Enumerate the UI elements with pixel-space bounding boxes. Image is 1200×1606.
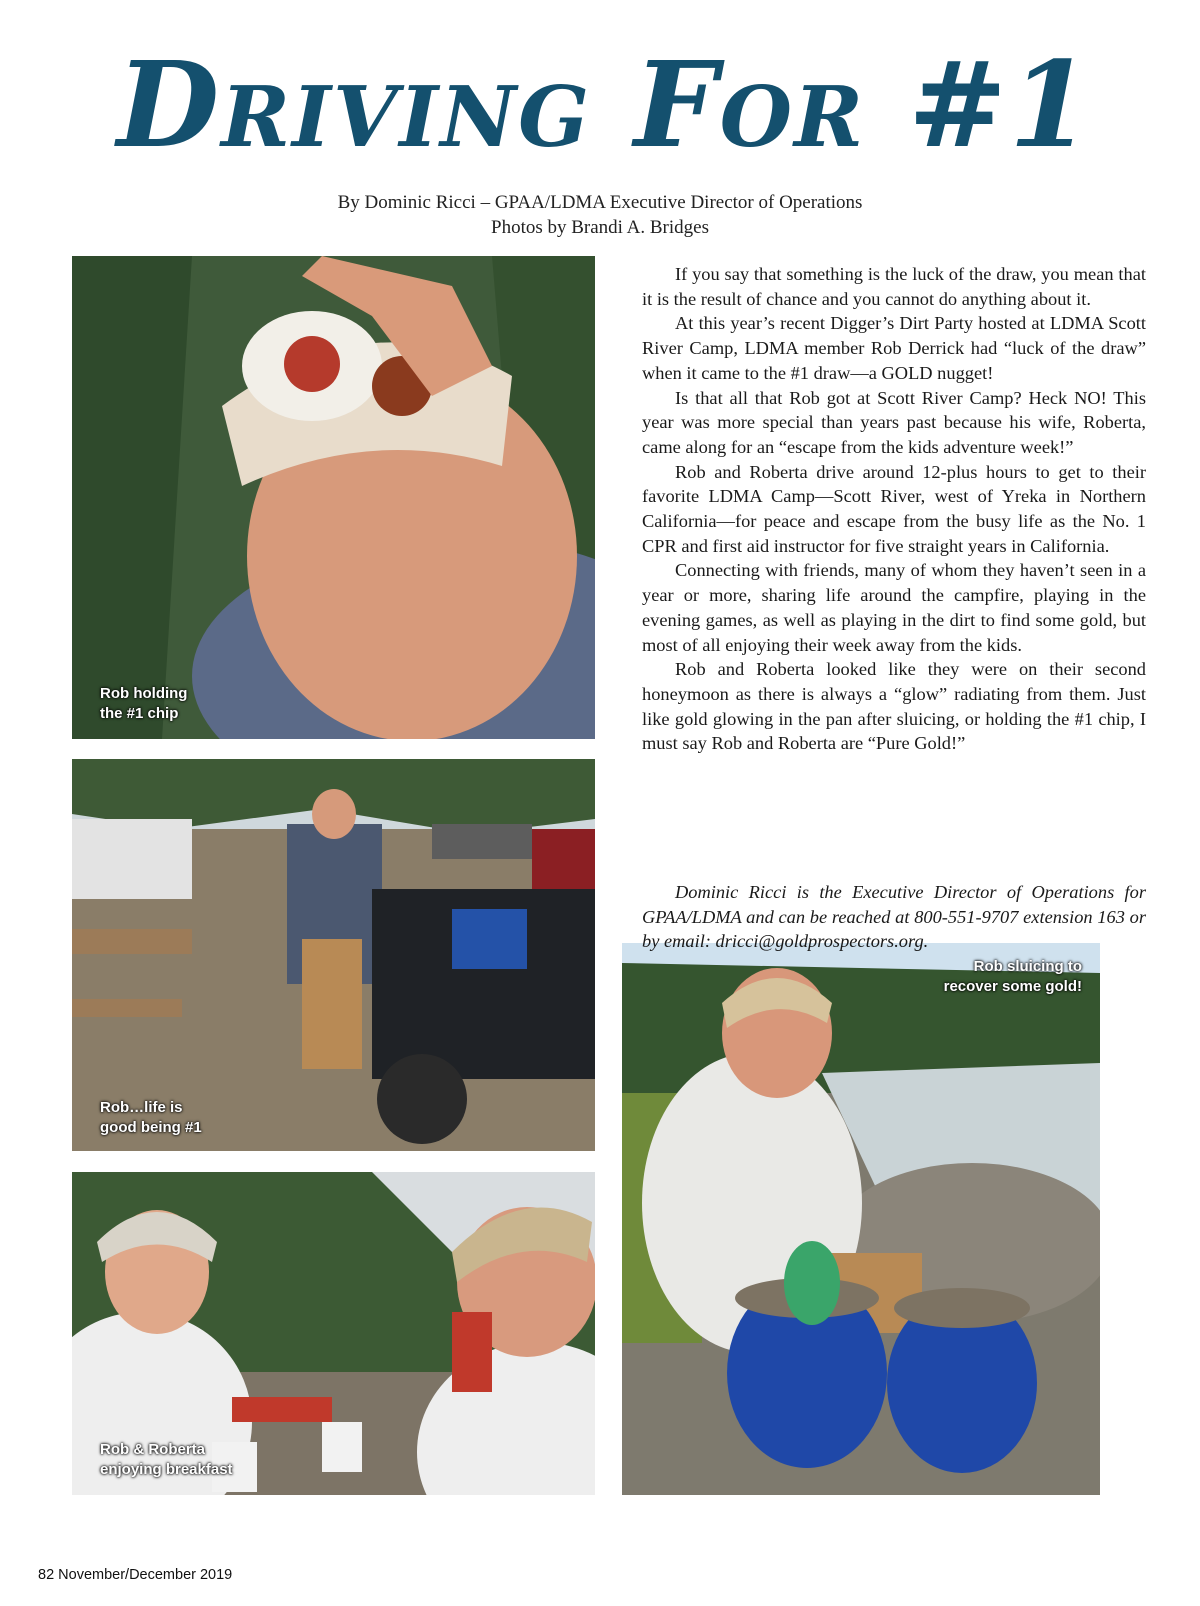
article-paragraph: Rob and Roberta drive around 12-plus hours to get to their favorite LDMA Camp—Scott River, west of Yreka in Northern California—for peace and escape from the busy life as the No. 1 CPR and first aid instructor for five straight years in California. xyxy=(642,461,1146,556)
photo-sluicing-image xyxy=(622,943,1100,1495)
article-paragraph: Connecting with friends, many of whom they haven’t seen in a year or more, sharing life around the campfire, playing in the evening games, as well as playing in the dirt to find some gold, but most of all enjoying their week away from the kids. xyxy=(642,560,1146,655)
caption-line: Rob & Roberta xyxy=(100,1441,205,1458)
article-paragraph: Is that all that Rob got at Scott River Camp? Heck NO! This year was more special than years past because his wife, Roberta, came along for an “escape from the kids adventure week!” xyxy=(642,387,1146,457)
caption-line: good being #1 xyxy=(100,1119,202,1136)
photo-caption xyxy=(100,684,187,724)
byline xyxy=(0,190,1200,240)
caption-line: the #1 chip xyxy=(100,705,179,722)
photo-breakfast xyxy=(72,1172,595,1495)
caption-line: Rob holding xyxy=(100,685,188,702)
page-folio: 82 November/December 2019 xyxy=(38,1567,233,1583)
caption-line: enjoying breakfast xyxy=(100,1461,233,1478)
caption-line: Rob sluicing to xyxy=(973,958,1082,975)
photo-sluicing xyxy=(622,943,1100,1495)
photo-caption xyxy=(100,1440,233,1480)
author-credit: By Dominic Ricci – GPAA/LDMA Executive Director of Operations xyxy=(337,192,863,213)
photo-rob-atv-image xyxy=(72,759,595,1151)
article-paragraph: If you say that something is the luck of the draw, you mean that it is the result of chance and you cannot do anything about it. xyxy=(642,264,1146,309)
photo-credit: Photos by Brandi A. Bridges xyxy=(491,217,709,238)
author-bio: Dominic Ricci is the Executive Director of Operations for GPAA/LDMA and can be reached at 800-551-9707 extension 163 or by email: dricci@goldprospectors.org. xyxy=(642,882,1146,952)
photo-caption xyxy=(944,957,1082,997)
article-body xyxy=(642,262,1146,756)
photo-rob-atv xyxy=(72,759,595,1151)
photo-rob-holding-chip xyxy=(72,256,595,739)
caption-line: recover some gold! xyxy=(943,978,1082,995)
caption-line: Rob…life is xyxy=(100,1099,183,1116)
photo-caption xyxy=(100,1098,202,1138)
article-paragraph: Rob and Roberta looked like they were on their second honeymoon as there is always a “glow” radiating from them. Just like gold glowing in the pan after sluicing, or holding the #1 chip, I must say Rob and Roberta are “Pure Gold!” xyxy=(642,659,1146,754)
photo-rob-holding-chip-image xyxy=(72,256,595,739)
article-title: Driving For #1 xyxy=(116,35,1094,174)
article-paragraph: At this year’s recent Digger’s Dirt Party hosted at LDMA Scott River Camp, LDMA member Rob Derrick had “luck of the draw” when it came to the #1 draw—a GOLD nugget! xyxy=(642,313,1146,383)
